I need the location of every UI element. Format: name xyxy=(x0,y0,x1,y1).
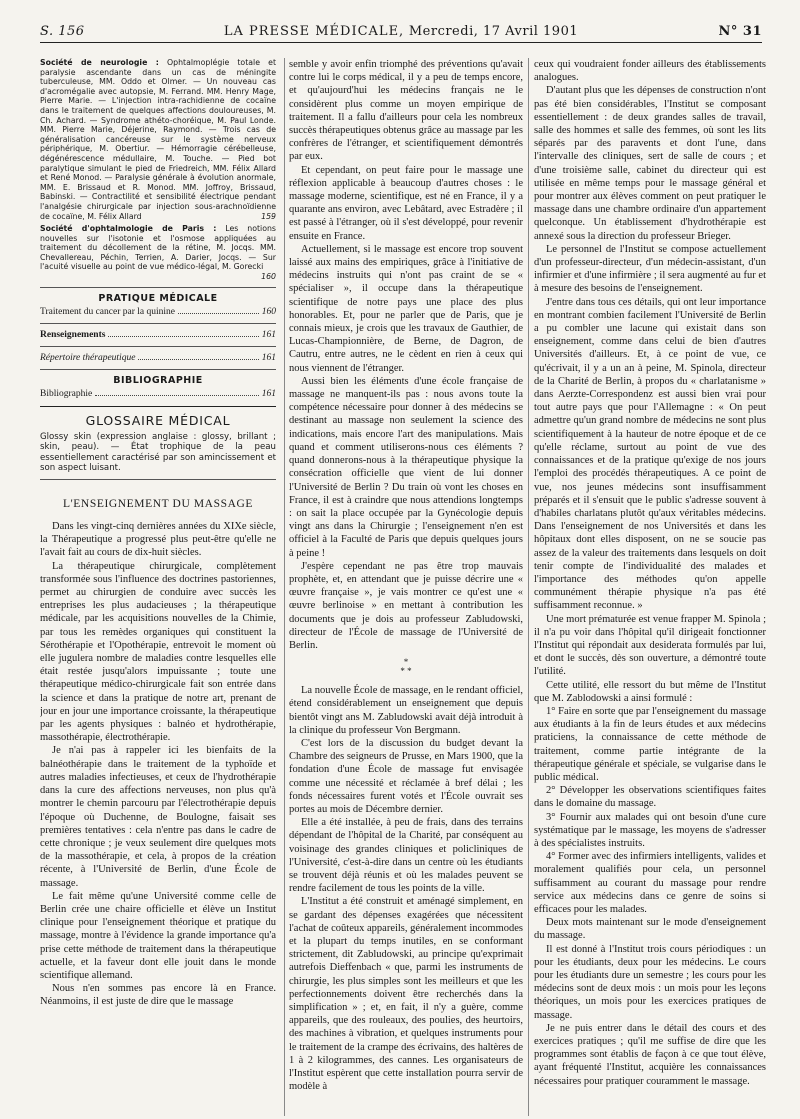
glossary-text: Glossy skin (expression anglaise : glossy, brillant ; skin, peau). — État trophique de la peau essentiellement caractérisé par son amincissement et son aspect luisant. xyxy=(40,431,276,474)
divider xyxy=(40,369,276,370)
article-body: ceux qui voudraient fonder ailleurs des établissements analogues. D'autant plus que les dépenses de construction n'ont pas été bien considérables, l'Institut se composant essentiellement : de deux grandes salles de travail, salle des hommes et salle des femmes, où sont les lits séparés par des paravents et dont l'une, dans l'intervalle des cliniques, sert de salle de cours ; et d'une troisième salle, cabinet du directeur qui est utilisée en même temps pour le massage général et pour montrer aux élèves comment on peut pratiquer le massage dans une chambre ordinaire d'un appartement quelconque. Un établissement d'hydrothérapie est annexé sous la direction du professeur Brieger. Le personnel de l'Institut se compose actuellement d'un professeur-directeur, d'un médecin-assistant, d'un infirmier et d'une infirmière ; il sera augmenté au fur et à mesure des besoins de l'enseignement. J'entre dans tous ces détails, qui ont leur importance en montrant combien facilement l'Université de Berlin a pu combler une lacune qui existait dans son enseignement, comme dans celui de bien d'autres Universités d'ailleurs. Et, à ce point de vue, ce qu'écrivait, il y a un an à peine, M. Spinola, directeur de la Charité de Berlin, à propos du « charlatanisme » dans Aerzte-Correspondenz est aussi bien vrai pour tout autre pays que pour l'Allemagne : « On peut admettre qu'un grand nombre de médecins ne sont plus scientifiquement à la hauteur de notre époque et de ce qu'elle réclame, surtout au point de vue des connaissances et de la pratique qu'exige de nos jours l'emploi des procédés thérapeutiques. A ce point de vue, nos jeunes médecins sont insuffisamment préparés et il s'ensuit que le public s'adresse souvent à d'habiles charlatans plutôt qu'aux véritables médecins. Dans l'enseignement de nos Universités et dans les hôpitaux dont elles disposent, on ne se soucie pas assez de la valeur des traitements dans lesquels on doit tenir compte de l'individualité des malades et l'importance des méthodes qu'on appelle communément thérapie physique n'a pas été suffisamment reconnue. » Une mort prématurée est venue frapper M. Spinola ; il n'a pu voir dans l'hôpital qu'il dirigeait fonctionner l'Institut qui répondait aux desiderata formulés par lui, et dont le succès, dès son ouverture, a démontré toute l'utilité. Cette utilité, elle ressort du but même de l'Institut que M. Zablodowski a ainsi formulé : 1° Faire en sorte que par l'enseignement du massage aux étudiants à la fin de leurs études et aux médecins praticiens, la connaissance de cette méthode de traitement, comme partie intégrante de la thérapeutique générale et spéciale, se vulgarise dans le public médical. 2° Développer les observations scientifiques faites dans le domaine du massage. 3° Fournir aux malades qui ont besoin d'une cure systématique par le massage, les moyens de s'adresser à des spécialistes instruits. 4° Former avec des infirmiers intelligents, valides et moralement qualifiés pour cela, un personnel suffisamment au courant du massage pour rendre service aux médecins dans ce genre de soins si efficaces pour les malades. Deux mots maintenant sur le mode d'enseignement du massage. Il est donné à l'Institut trois cours périodiques : un pour les étudiants, deux pour les médecins. Le cours pour les étudiants dure un semestre ; les cours pour les médecins sont de deux mois : un mois pour les leçons théoriques, un mois pour les exercices pratiques de massage. Je ne puis entrer dans le détail des cours et des exercices pratiques ; qu'il me suffise de dire que les programmes sont établis de façon à ce que tout élève, ayant fréquenté l'Institut, acquière les connaissances nécessaires pour pratiquer couramment le massage. xyxy=(534,59,766,1087)
toc-row: Bibliographie 161 xyxy=(40,388,276,399)
divider xyxy=(40,287,276,288)
divider xyxy=(40,479,276,480)
toc-row: Renseignements 161 xyxy=(40,329,276,340)
article-body: Dans les vingt-cinq dernières années du XIXe siècle, la Thérapeutique a progressé plus peut-être qu'elle ne l'avait fait au cours de dix-huit siècles. La thérapeutique chirurgicale, complètement transformée sous l'influence des doctrines pastoriennes, permet au chirurgien de conduire avec succès les entreprises les plus audacieuses ; la thérapeutique médicale, par les acquisitions nouvelles de la Chimie, par tous les remèdes organiques qui constituent la Sérothérapie et l'Opothérapie, entrevoit le moment où elle jugulera nombre de maladies contre lesquelles elle était restée jusqu'alors impuissante ; toute une thérapeutique médico-chirurgicale fait son entrée dans la science et dans la pratique de notre art, prenant de jour en jour une importance croissante, la thérapeutique par les agents physiques : balnéo et hydrothérapie, massothérapie, électrothérapie. Je n'ai pas à rappeler ici les bienfaits de la balnéothérapie dans le traitement de la typhoïde et autres maladies infectieuses, et ceux de l'hydrothérapie dans la cure des affections nerveuses, non plus qu'à montrer le chemin parcouru par l'électrothérapie depuis l'époque où Duchenne, de Boulogne, faisait ses premières tentatives : cela n'entre pas dans le cadre de cette chronique ; je veux seulement dire quelques mots de la massothérapie, et cela, à propos de la création récente, à l'Université de Berlin, d'une École de massage. Le fait même qu'une Université comme celle de Berlin crée une chaire officielle et élève un Institut clinique pour l'enseignement théorique et pratique du massage, montre à l'évidence la grande importance qu'a prise cette méthode de traitement dans la thérapeutique actuelle, et la faveur dont elle jouit dans le monde scientifique allemand. Nous n'en sommes pas encore là en France. Néanmoins, il est juste de dire que le massage xyxy=(40,521,276,1008)
issue-number: N° 31 xyxy=(718,24,762,39)
article-body: semble y avoir enfin triomphé des préventions qu'avait contre lui le corps médical, il y a peu de temps encore, et qu'aujourd'hui les médecins français ne le considèrent plus comme un moyen empirique de traitement. Il a fallu d'ailleurs pour cela les nombreux succès thérapeutiques obtenus grâce au massage par les confrères de l'étranger, et scientifiquement démontrés par eux. Et cependant, on peut faire pour le massage une réflexion applicable à beaucoup d'autres choses : le massage moderne, scientifique, est né en France, il y a quarante ans environ, avec Lebâtard, avec Estradère ; il est passé à l'étranger, où il s'est développé, pour revenir ensuite en France. Actuellement, si le massage est encore trop souvent laissé aux mains des empiriques, grâce à l'initiative de médecins instruits qui n'ont pas craint de se « spécialiser », il occupe dans la thérapeutique scientifique de notre pays une place des plus honorables. Et, pour ne parler que de Paris, que je connais mieux, je crois que les travaux de Gauthier, de Lucas-Championnière, de Berne, de Dagron, de Cautru, entre autres, ne le cèdent en rien à ceux qui nous viennent de l'étranger. Aussi bien les éléments d'une école française de massage ne manquent-ils pas : nous avons toute la compétence nécessaire pour donner à des médecins se destinant au massage non seulement la science des indications, mais encore l'art des manipulations. Mais quand et comment utiliserons-nous ces éléments ? quand donnerons-nous à la thérapeutique physique la consécration officielle que vient de lui donner l'Université de Berlin ? Du train où vont les choses en France, il est à craindre que nous attendions longtemps : on sait la place occupée par la Gynécologie depuis vingt ans dans la Chirurgie ; l'enseignement n'en est officiel à la Faculté de Paris que depuis quelques jours à peine ! J'espère cependant ne pas être trop mauvais prophète, et, en attendant que je puisse décrire une « œuvre française », je vais montrer ce qu'est une « œuvre berlinoise » en mettant à contribution les documents que je dois au professeur Zabludowski, directeur de l'École de massage de l'Université de Berlin. * * * La nouvelle École de massage, en le rendant officiel, étend considérablement un enseignement que depuis bientôt vingt ans M. Zabludowski avait déjà introduit à la clinique du professeur Von Bergmann. C'est lors de la discussion du budget devant la Chambre des seigneurs de Prusse, en Mars 1900, que la fondation d'une École de massage fut envisagée comme une nécessité et réclamée à bref délai ; les fonds nécessaires furent votés et l'École ouvrait ses portes au mois de Décembre dernier. Elle a été installée, à peu de frais, dans des terrains dépendant de l'hôpital de la Charité, par conséquent au voisinage des grandes cliniques et policliniques de l'Université, c'est-à-dire dans un centre où les étudiants se trouvent déjà réunis et où les malades peuvent se rendre facilement de tous les points de la ville. L'Institut a été construit et aménagé simplement, en se gardant des dépenses exagérées que nécessitent l'achat de coûteux appareils, généralement incommodes et la plupart du temps inutiles, en se conformant strictement, dit Zabludowski, au principe qu'exprimait autrefois Dieffenbach « que, parmi les instruments de chirurgie, les plus simples sont les meilleurs et que les perfectionnements doivent être recherchés dans la simplification » ; et, en fait, il n'y a guère, comme appareils, que des rouleaux, des poulies, des heurtoirs, des machines à vibration, et quelques instruments pour le traitement de la crampe des écrivains, des haltères de 1 à 2 kilogrammes, des cannes. Les organisateurs de l'Institut espèrent que cette installation pourra servir de modèle à xyxy=(289,59,523,1093)
toc-entry-ophtalmologie: Société d'ophtalmologie de Paris : Les notions nouvelles sur l'isotonie et l'osmose appliquées au traitement du décollement de la rétine, M. Jocqs. MM. Chevallereau, Péchin, Terrien, A. Darier, Jocqs. — Sur l'acuité visuelle au point de vue médico-légal, M. Gorecki 160 xyxy=(40,224,276,282)
column-1 xyxy=(40,58,276,1116)
section-heading: PRATIQUE MÉDICALE xyxy=(98,292,218,304)
section-separator: * * * xyxy=(400,657,412,677)
journal-title: LA PRESSE MÉDICALE, Mercredi, 17 Avril 1901 xyxy=(223,24,579,39)
section-heading: BIBLIOGRAPHIE xyxy=(113,374,203,386)
glossary-title: GLOSSAIRE MÉDICAL xyxy=(85,412,231,428)
divider xyxy=(40,406,276,407)
toc-row: Répertoire thérapeutique 161 xyxy=(40,352,276,363)
column-2 xyxy=(284,58,523,1116)
column-3 xyxy=(528,58,766,1116)
divider xyxy=(40,346,276,347)
page-number: S. 156 xyxy=(40,24,85,39)
divider xyxy=(40,323,276,324)
page-header xyxy=(40,22,762,43)
article-title: L'ENSEIGNEMENT DU MASSAGE xyxy=(63,498,253,511)
toc-entry-neurologie: Société de neurologie : Ophtalmoplégie totale et paralysie ascendante dans un cas de méningite tuberculeuse, MM. Oddo et Olmer. — Un nouveau cas d'acromégalie avec autopsie, M. Ferrand. MM. Henry Mage, Pierre Marie. — L'injection intra-rachidienne de cocaïne dans le traitement de quelques affections douloureuses, M. Ch. Achard. — Syndrome athéto-choréique, M. Paul Londe. MM. Pierre Marie, Déjerine, Raymond. — Trois cas de généralisation cancéreuse sur le système nerveux périphérique, M. Obertiur. — Hémorragie cérébelleuse, dégénérescence médullaire, M. Touche. — Pied bot paralytique simulant le pied de Friedreich, MM. Félix Allard et René Monod. — Paralysie générale à évolution anormale, MM. E. Brissaud et R. Monod. MM. Joffroy, Brissaud, Babinski. — Contractilité et sensibilité électrique pendant l'analgésie chirurgicale par injection sous-arachnoïdienne de cocaïne, M. Félix Allard 159 xyxy=(40,58,276,221)
toc-row: Traitement du cancer par la quinine 160 xyxy=(40,306,276,317)
